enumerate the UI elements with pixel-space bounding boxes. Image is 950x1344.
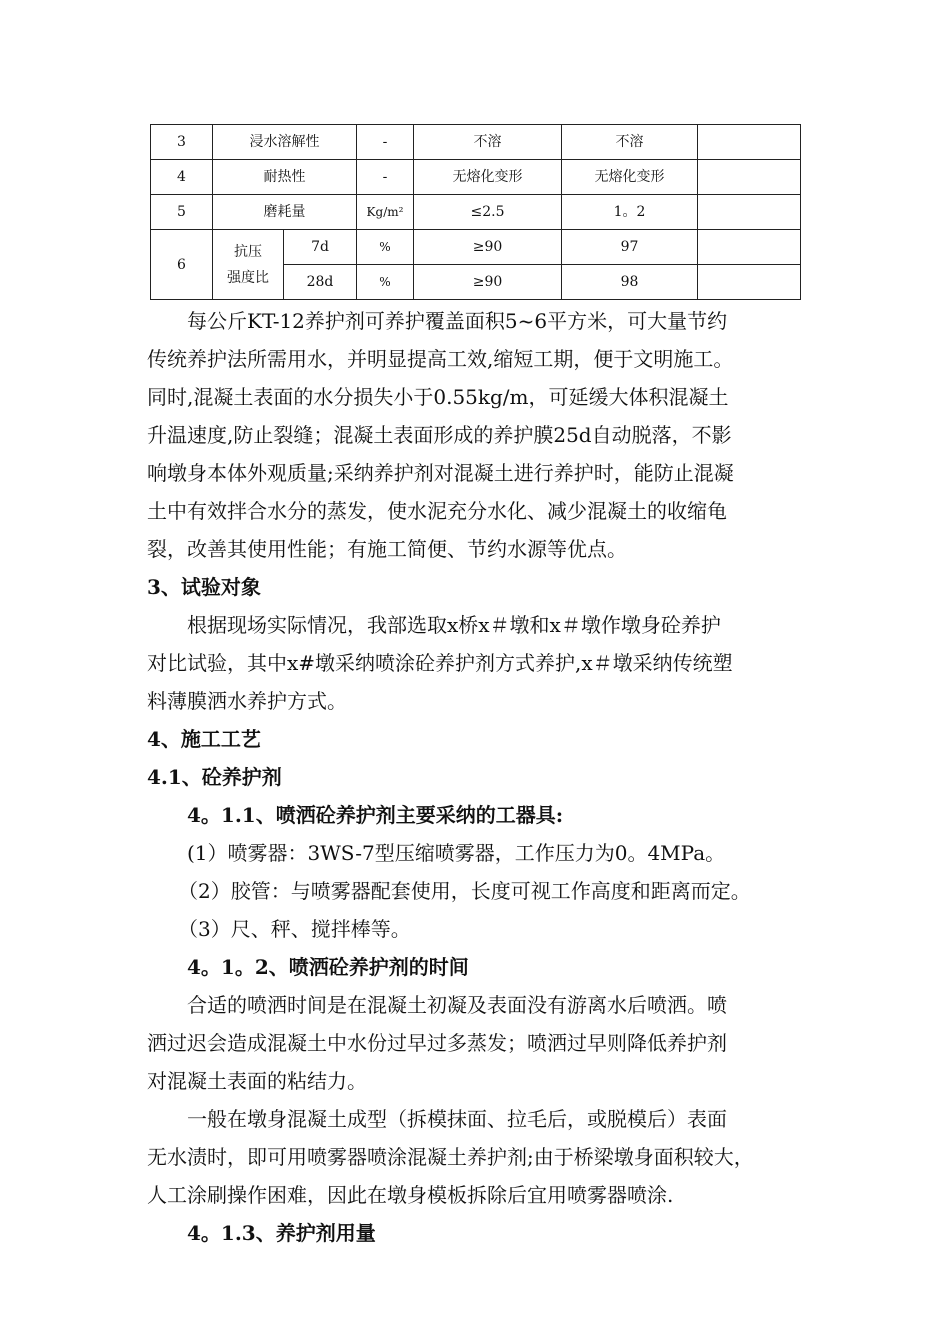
paragraph-spray-method bbox=[147, 1100, 827, 1214]
cell-standard: 无熔化变形 bbox=[414, 160, 562, 195]
cell-unit: Kg/m² bbox=[357, 195, 414, 230]
text-line: 无水渍时，即可用喷雾器喷涂混凝土养护剂;由于桥梁墩身面积较大， bbox=[147, 1145, 754, 1169]
paragraph-curing-agent-benefits bbox=[147, 302, 827, 568]
cell-unit: - bbox=[357, 125, 414, 160]
tool-item: （2）胶管：与喷雾器配套使用，长度可视工作高度和距离而定。 bbox=[178, 879, 751, 903]
text-line: 人工涂刷操作困难，因此在墩身模板拆除后宜用喷雾器喷涂. bbox=[147, 1183, 674, 1207]
cell-note bbox=[698, 265, 801, 300]
text-line: 对混凝土表面的粘结力。 bbox=[147, 1069, 367, 1093]
cell-standard: ≥90 bbox=[414, 230, 562, 265]
table-row bbox=[151, 125, 801, 160]
cell-note bbox=[698, 160, 801, 195]
cell-measured: 1。2 bbox=[562, 195, 698, 230]
cell-measured: 无熔化变形 bbox=[562, 160, 698, 195]
subsection-heading: 4.1、砼养护剂 bbox=[147, 765, 282, 789]
cell-item: 耐热性 bbox=[213, 160, 357, 195]
table-row bbox=[151, 230, 801, 265]
cell-measured: 不溶 bbox=[562, 125, 698, 160]
cell-note bbox=[698, 195, 801, 230]
tool-item: (1）喷雾器：3WS-7型压缩喷雾器，工作压力为0。4MPa。 bbox=[187, 841, 726, 865]
subsubsection-heading: 4。1。2、喷洒砼养护剂的时间 bbox=[187, 955, 469, 979]
section-heading: 3、试验对象 bbox=[147, 575, 261, 599]
paragraph-spray-timing bbox=[147, 986, 827, 1100]
cell-age: 7d bbox=[284, 230, 357, 265]
tool-item: （3）尺、秤、搅拌棒等。 bbox=[178, 917, 411, 941]
text-line: 料薄膜洒水养护方式。 bbox=[147, 689, 347, 713]
cell-age: 28d bbox=[284, 265, 357, 300]
cell-measured: 98 bbox=[562, 265, 698, 300]
section-heading: 4、施工工艺 bbox=[147, 727, 261, 751]
cell-unit: % bbox=[357, 230, 414, 265]
table-row bbox=[151, 195, 801, 230]
text-line: 洒过迟会造成混凝土中水份过早过多蒸发；喷洒过早则降低养护剂 bbox=[147, 1031, 727, 1055]
cell-no: 4 bbox=[151, 160, 213, 195]
cell-standard: ≤2.5 bbox=[414, 195, 562, 230]
cell-no: 6 bbox=[151, 230, 213, 300]
text-line: 同时,混凝土表面的水分损失小于0.55kg/m，可延缓大体积混凝土 bbox=[147, 385, 729, 409]
cell-measured: 97 bbox=[562, 230, 698, 265]
cell-note bbox=[698, 230, 801, 265]
text-line: 对比试验，其中x#墩采纳喷涂砼养护剂方式养护,x＃墩采纳传统塑 bbox=[147, 651, 733, 675]
text-line: 土中有效拌合水分的蒸发，使水泥充分水化、减少混凝土的收缩龟 bbox=[147, 499, 727, 523]
cell-standard: 不溶 bbox=[414, 125, 562, 160]
subsubsection-heading: 4。1.1、喷洒砼养护剂主要采纳的工器具: bbox=[187, 803, 564, 827]
text-line: 传统养护法所需用水，并明显提高工效,缩短工期，便于文明施工。 bbox=[147, 347, 734, 371]
text-line: 每公斤KT-12养护剂可养护覆盖面积5~6平方米，可大量节约 bbox=[147, 309, 728, 333]
cell-item: 磨耗量 bbox=[213, 195, 357, 230]
cell-no: 3 bbox=[151, 125, 213, 160]
text-line: 裂，改善其使用性能；有施工简便、节约水源等优点。 bbox=[147, 537, 627, 561]
text-line: 根据现场实际情况，我部选取x桥x＃墩和x＃墩作墩身砼养护 bbox=[147, 613, 721, 637]
table-row bbox=[151, 160, 801, 195]
text-line: 合适的喷洒时间是在混凝土初凝及表面没有游离水后喷洒。喷 bbox=[147, 993, 727, 1017]
cell-item: 浸水溶解性 bbox=[213, 125, 357, 160]
text-line: 一般在墩身混凝土成型（拆模抹面、拉毛后，或脱模后）表面 bbox=[147, 1107, 727, 1131]
cell-no: 5 bbox=[151, 195, 213, 230]
cell-note bbox=[698, 125, 801, 160]
cell-unit: - bbox=[357, 160, 414, 195]
paragraph-test-object bbox=[147, 606, 827, 720]
text-line: 响墩身本体外观质量;采纳养护剂对混凝土进行养护时，能防止混凝 bbox=[147, 461, 734, 485]
cell-unit: % bbox=[357, 265, 414, 300]
subsubsection-heading: 4。1.3、养护剂用量 bbox=[187, 1221, 376, 1245]
spec-table bbox=[150, 124, 801, 300]
text-line: 升温速度,防止裂缝；混凝土表面形成的养护膜25d自动脱落，不影 bbox=[147, 423, 732, 447]
cell-standard: ≥90 bbox=[414, 265, 562, 300]
cell-item: 抗压 强度比 bbox=[213, 230, 284, 300]
